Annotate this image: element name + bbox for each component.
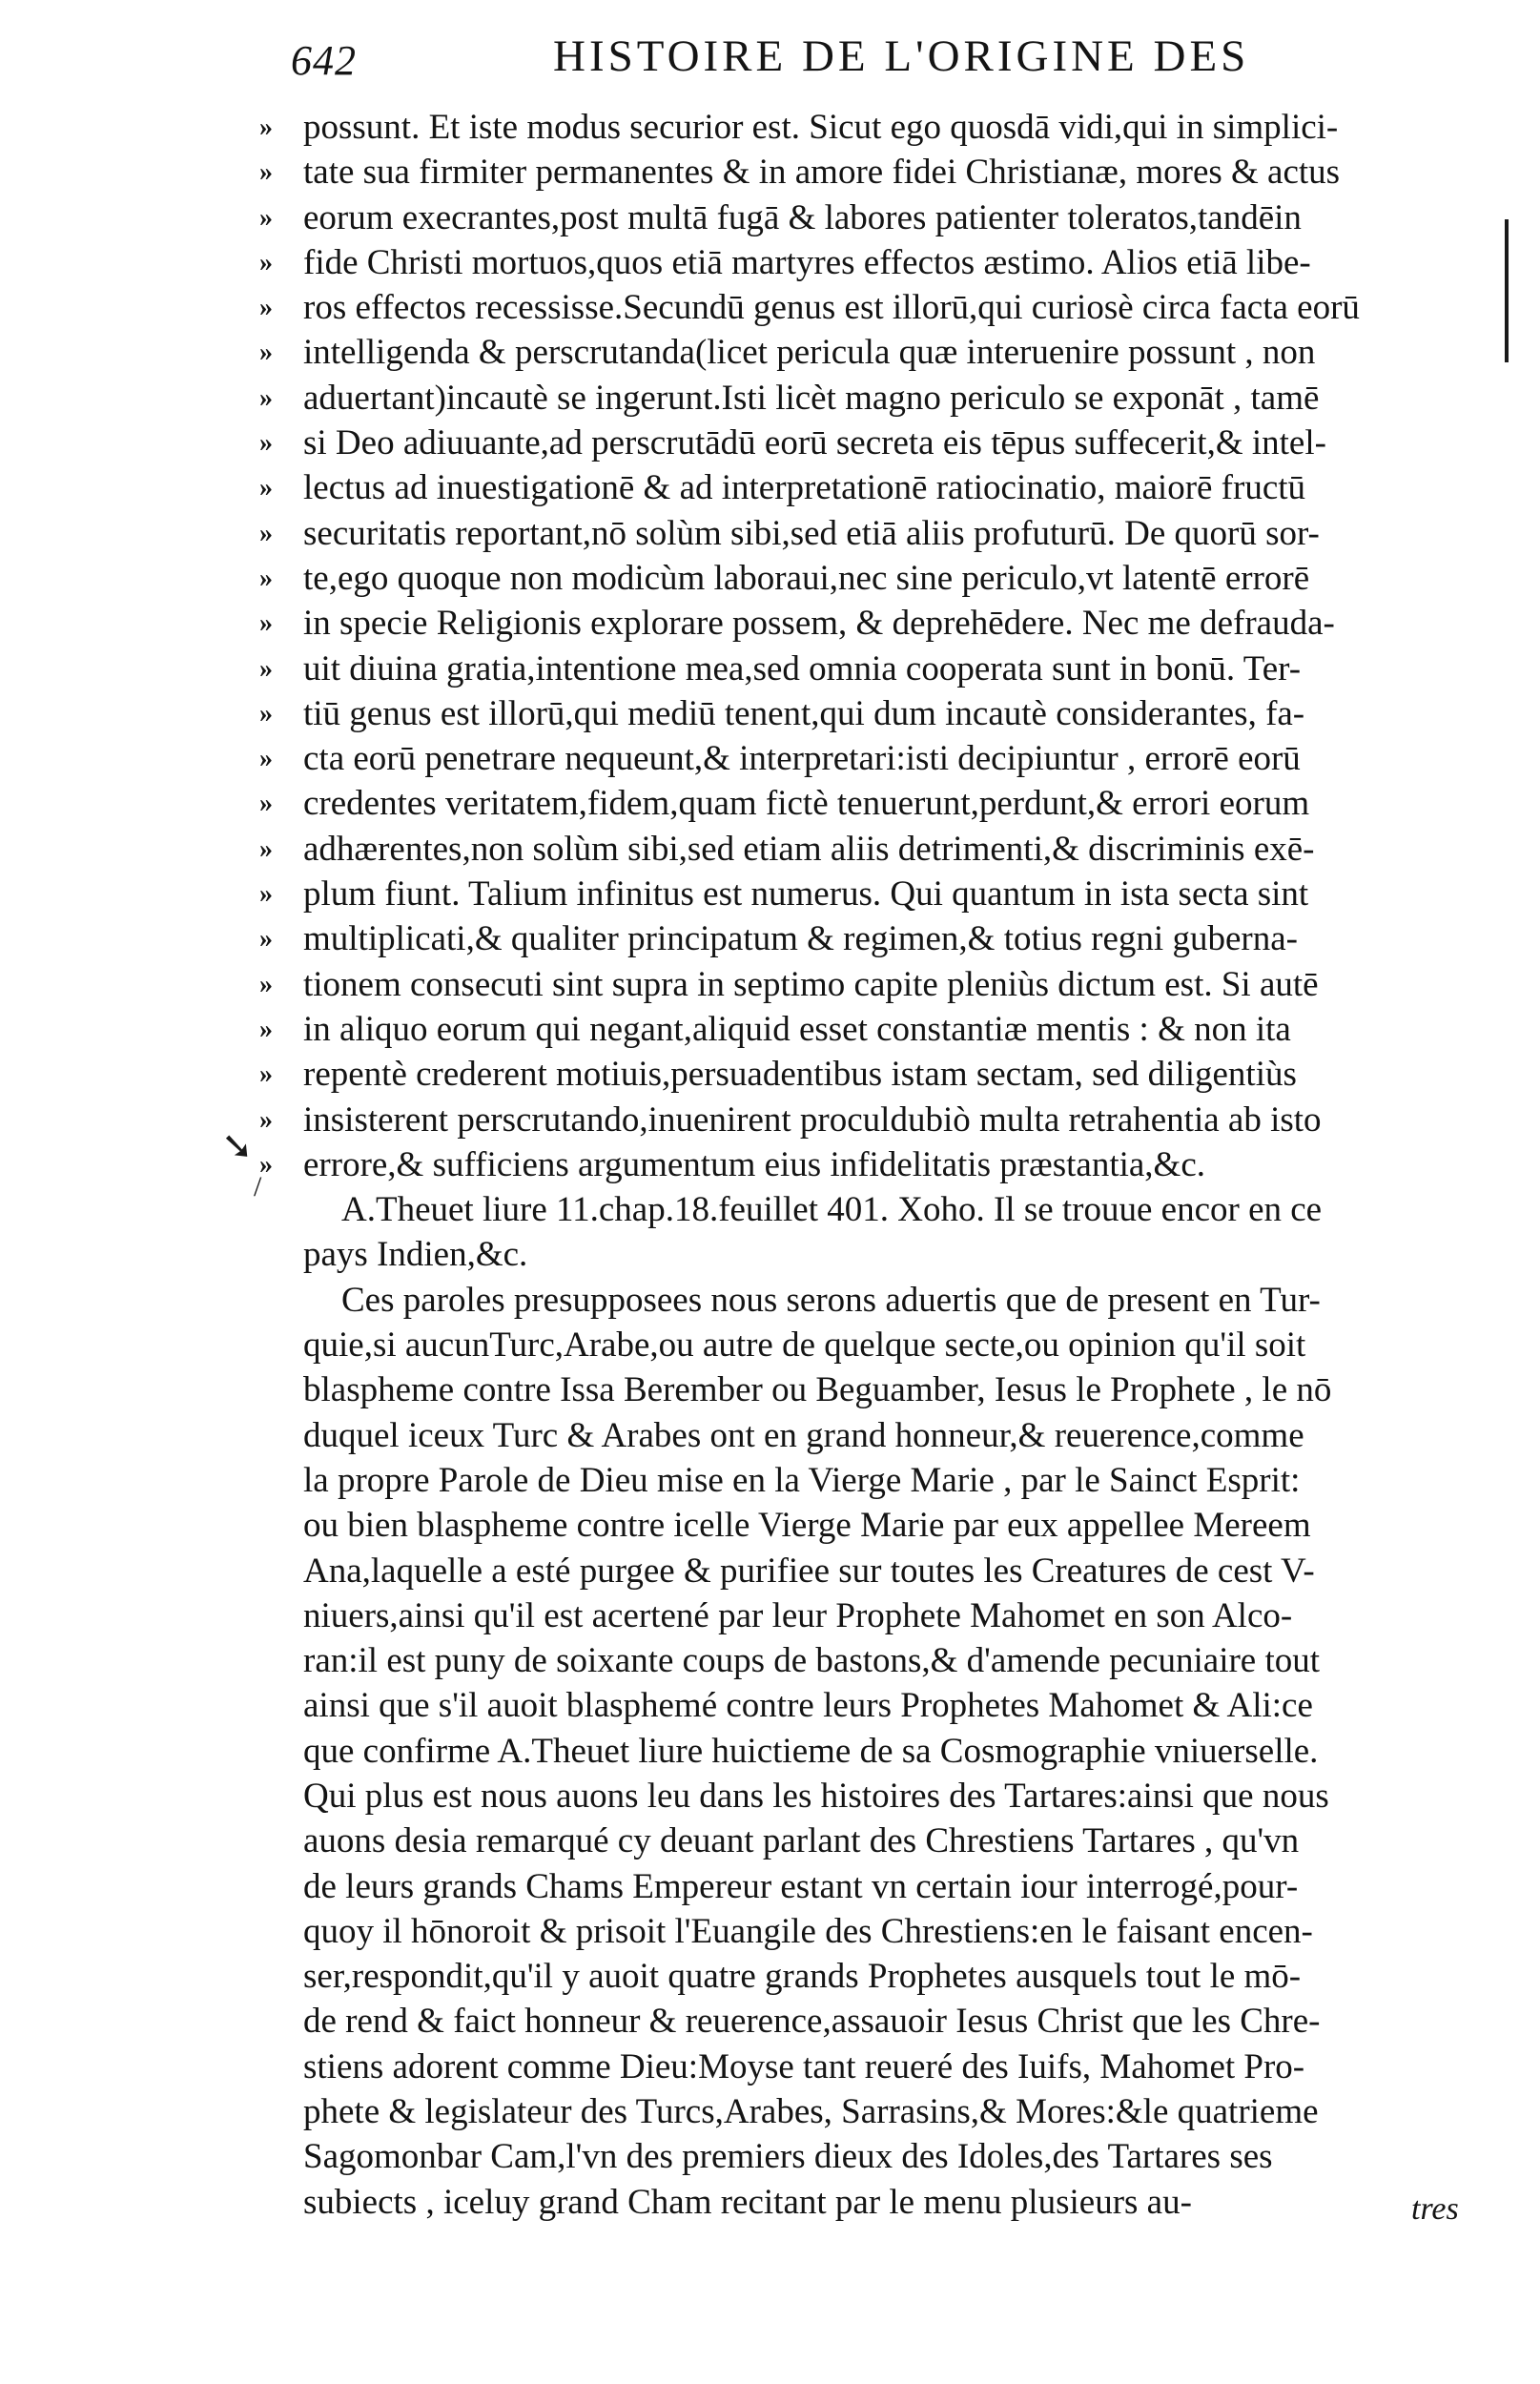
reference-line [259, 1232, 1499, 1277]
quoted-line [259, 285, 1499, 330]
paragraph-line [259, 1774, 1499, 1819]
paragraph-line [259, 1593, 1499, 1638]
line-text: te,ego quoque non modicùm laboraui,nec sine periculo,vt latentē errorē [303, 558, 1310, 598]
line-text: quoy il hōnoroit & prisoit l'Euangile des Chrestiens:en le faisant encen- [303, 1911, 1313, 1951]
quote-mark: » [259, 202, 273, 233]
paragraph-line [259, 1458, 1499, 1503]
quoted-line [259, 781, 1499, 826]
line-text: possunt. Et iste modus securior est. Sicut ego quosdā vidi,qui in simplici- [303, 108, 1339, 147]
line-text: ou bien blaspheme contre icelle Vierge Marie par eux appellee Mereem [303, 1506, 1311, 1546]
line-text: adhærentes,non solùm sibi,sed etiam aliis detrimenti,& discriminis exē- [303, 829, 1315, 869]
quote-mark: » [259, 293, 273, 323]
quote-mark: » [259, 744, 273, 774]
running-title: HISTOIRE DE L'ORIGINE DES [553, 31, 1250, 81]
paragraph-line [259, 1864, 1499, 1909]
line-text: si Deo adiuuante,ad perscrutādū eorū secreta eis tēpus suffecerit,& intel- [303, 423, 1326, 463]
quoted-line [259, 916, 1499, 961]
line-text: Ana,laquelle a esté purgee & purifiee sur toutes les Creatures de cest V- [303, 1551, 1315, 1591]
line-text: niuers,ainsi qu'il est acertené par leur Prophete Mahomet en son Alco- [303, 1595, 1293, 1635]
catchword: tres [1411, 2191, 1459, 2227]
paragraph-line [259, 1819, 1499, 1863]
quote-mark: » [259, 113, 273, 142]
line-text: auons desia remarqué cy deuant parlant des Chrestiens Tartares , qu'vn [303, 1821, 1300, 1861]
paragraph-line [259, 1549, 1499, 1593]
line-text: tionem consecuti sint supra in septimo capite pleniùs dictum est. Si autē [303, 964, 1319, 1004]
line-text: lectus ad inuestigationē & ad interpretationē ratiocinatio, maiorē fructū [303, 468, 1306, 508]
line-text: de leurs grands Chams Empereur estant vn certain iour interrogé,pour- [303, 1866, 1299, 1906]
quote-mark: » [259, 382, 273, 413]
paragraph-line [259, 2045, 1499, 2089]
quote-mark: » [259, 563, 273, 593]
quote-mark: » [259, 653, 273, 684]
margin-pointer-icon: ➘ [221, 1124, 254, 1167]
line-text: cta eorū penetrare nequeunt,& interpretari:isti decipiuntur , errorē eorū [303, 739, 1301, 779]
line-text: duquel iceux Turc & Arabes ont en grand honneur,& reuerence,comme [303, 1415, 1304, 1455]
line-text: insisterent perscrutando,inuenirent proculdubiò multa retrahentia ab isto [303, 1100, 1322, 1140]
line-text: repentè crederent motiuis,persuadentibus istam sectam, sed diligentiùs [303, 1055, 1297, 1095]
quoted-line [259, 1098, 1499, 1142]
paragraph-line [259, 2180, 1499, 2225]
quote-mark: » [259, 879, 273, 910]
quoted-line [259, 105, 1499, 150]
line-text: in specie Religionis explorare possem, & deprehēdere. Nec me defrauda- [303, 604, 1335, 644]
line-text: la propre Parole de Dieu mise en la Vierge Marie , par le Sainct Esprit: [303, 1460, 1301, 1500]
quote-mark: » [259, 157, 273, 188]
quoted-line [259, 150, 1499, 195]
quoted-line [259, 330, 1499, 375]
quoted-line [259, 691, 1499, 736]
paragraph-line [259, 1323, 1499, 1367]
quote-mark: » [259, 1149, 273, 1180]
quote-mark: » [259, 1104, 273, 1135]
quote-mark: » [259, 428, 273, 459]
line-text: plum fiunt. Talium infinitus est numerus. Qui quantum in ista secta sint [303, 874, 1309, 915]
paragraph-line [259, 1729, 1499, 1774]
margin-rule [1505, 219, 1509, 362]
line-text: quie,si aucunTurc,Arabe,ou autre de quelque secte,ou opinion qu'il soit [303, 1326, 1306, 1366]
quoted-line [259, 1007, 1499, 1052]
line-text: fide Christi mortuos,quos etiā martyres effectos æstimo. Alios etiā libe- [303, 242, 1311, 282]
quote-mark: » [259, 969, 273, 999]
quoted-line [259, 601, 1499, 646]
quote-mark: » [259, 924, 273, 955]
quote-mark: » [259, 1059, 273, 1090]
quoted-line [259, 376, 1499, 421]
quote-mark: » [259, 473, 273, 504]
paragraph-line [259, 2089, 1499, 2134]
quoted-line [259, 511, 1499, 556]
paragraph-line [259, 1413, 1499, 1458]
quoted-line [259, 647, 1499, 691]
paragraph-line [259, 1999, 1499, 2044]
line-text: multiplicati,& qualiter principatum & regimen,& totius regni guberna- [303, 919, 1298, 959]
quoted-line [259, 556, 1499, 601]
quoted-line [259, 736, 1499, 781]
line-text: ros effectos recessisse.Secundū genus est illorū,qui curiosè circa facta eorū [303, 288, 1360, 328]
page-number: 642 [291, 37, 357, 84]
quote-mark: » [259, 247, 273, 277]
line-text: Ces paroles presupposees nous serons aduertis que de present en Tur- [341, 1280, 1321, 1320]
line-text: ser,respondit,qu'il y auoit quatre grands Prophetes ausquels tout le mō- [303, 1957, 1302, 1997]
paragraph-line [259, 1367, 1499, 1412]
paragraph-line [259, 1503, 1499, 1548]
quoted-line [259, 1142, 1499, 1187]
line-text: credentes veritatem,fidem,quam fictè tenuerunt,perdunt,& errori eorum [303, 784, 1310, 824]
quoted-line [259, 872, 1499, 916]
line-text: tiū genus est illorū,qui mediū tenent,qui dum incautè considerantes, fa- [303, 693, 1305, 733]
paragraph-line [259, 1954, 1499, 1999]
quoted-line [259, 421, 1499, 465]
line-text: ainsi que s'il auoit blasphemé contre leurs Prophetes Mahomet & Ali:ce [303, 1686, 1313, 1726]
line-text: blaspheme contre Issa Berember ou Beguamber, Iesus le Prophete , le nō [303, 1370, 1332, 1410]
quote-mark: » [259, 338, 273, 368]
quoted-line [259, 827, 1499, 872]
line-text: ran:il est puny de soixante coups de bastons,& d'amende pecuniaire tout [303, 1641, 1321, 1681]
line-text: intelligenda & perscrutanda(licet pericula quæ interuenire possunt , non [303, 333, 1316, 373]
quote-mark: » [259, 789, 273, 819]
quote-mark: » [259, 608, 273, 639]
quoted-line [259, 465, 1499, 510]
paragraph-line [259, 1638, 1499, 1683]
quote-mark: » [259, 698, 273, 729]
quoted-line [259, 962, 1499, 1007]
reference-text: pays Indien,&c. [303, 1235, 528, 1275]
line-text: aduertant)incautè se ingerunt.Isti licèt magno periculo se exponāt , tamē [303, 378, 1320, 418]
line-text: que confirme A.Theuet liure huictieme de sa Cosmographie vniuerselle. [303, 1731, 1319, 1771]
line-text: Sagomonbar Cam,l'vn des premiers dieux des Idoles,des Tartares ses [303, 2137, 1273, 2177]
quote-mark: » [259, 1014, 273, 1044]
quote-mark: » [259, 518, 273, 548]
line-text: de rend & faict honneur & reuerence,assauoir Iesus Christ que les Chre- [303, 2002, 1321, 2042]
line-text: uit diuina gratia,intentione mea,sed omnia cooperata sunt in bonū. Ter- [303, 648, 1302, 688]
quoted-line [259, 195, 1499, 240]
margin-tick-icon: / [254, 1171, 262, 1202]
quoted-line [259, 240, 1499, 285]
line-text: Qui plus est nous auons leu dans les histoires des Tartares:ainsi que nous [303, 1776, 1329, 1816]
reference-text: A.Theuet liure 11.chap.18.feuillet 401. Xoho. Il se trouue encor en ce [341, 1190, 1323, 1230]
body-text [259, 105, 1499, 2225]
line-text: securitatis reportant,nō solùm sibi,sed etiā aliis profuturū. De quorū sor- [303, 513, 1320, 553]
line-text: in aliquo eorum qui negant,aliquid esset constantiæ mentis : & non ita [303, 1009, 1291, 1049]
line-text: errore,& sufficiens argumentum eius infidelitatis præstantia,&c. [303, 1144, 1206, 1184]
line-text: subiects , iceluy grand Cham recitant par le menu plusieurs au- [303, 2182, 1192, 2222]
line-text: tate sua firmiter permanentes & in amore fidei Christianæ, mores & actus [303, 153, 1341, 193]
paragraph-line [259, 1683, 1499, 1728]
quote-mark: » [259, 833, 273, 864]
line-text: phete & legislateur des Turcs,Arabes, Sarrasins,& Mores:&le quatrieme [303, 2092, 1319, 2132]
line-text: eorum execrantes,post multā fugā & labores patienter toleratos,tandēin [303, 197, 1302, 237]
paragraph-line [259, 2134, 1499, 2179]
line-text: stiens adorent comme Dieu:Moyse tant reueré des Iuifs, Mahomet Pro- [303, 2046, 1305, 2086]
quoted-line [259, 1052, 1499, 1097]
reference-line [259, 1187, 1499, 1232]
paragraph-line [259, 1909, 1499, 1954]
paragraph-first-line [259, 1278, 1499, 1323]
